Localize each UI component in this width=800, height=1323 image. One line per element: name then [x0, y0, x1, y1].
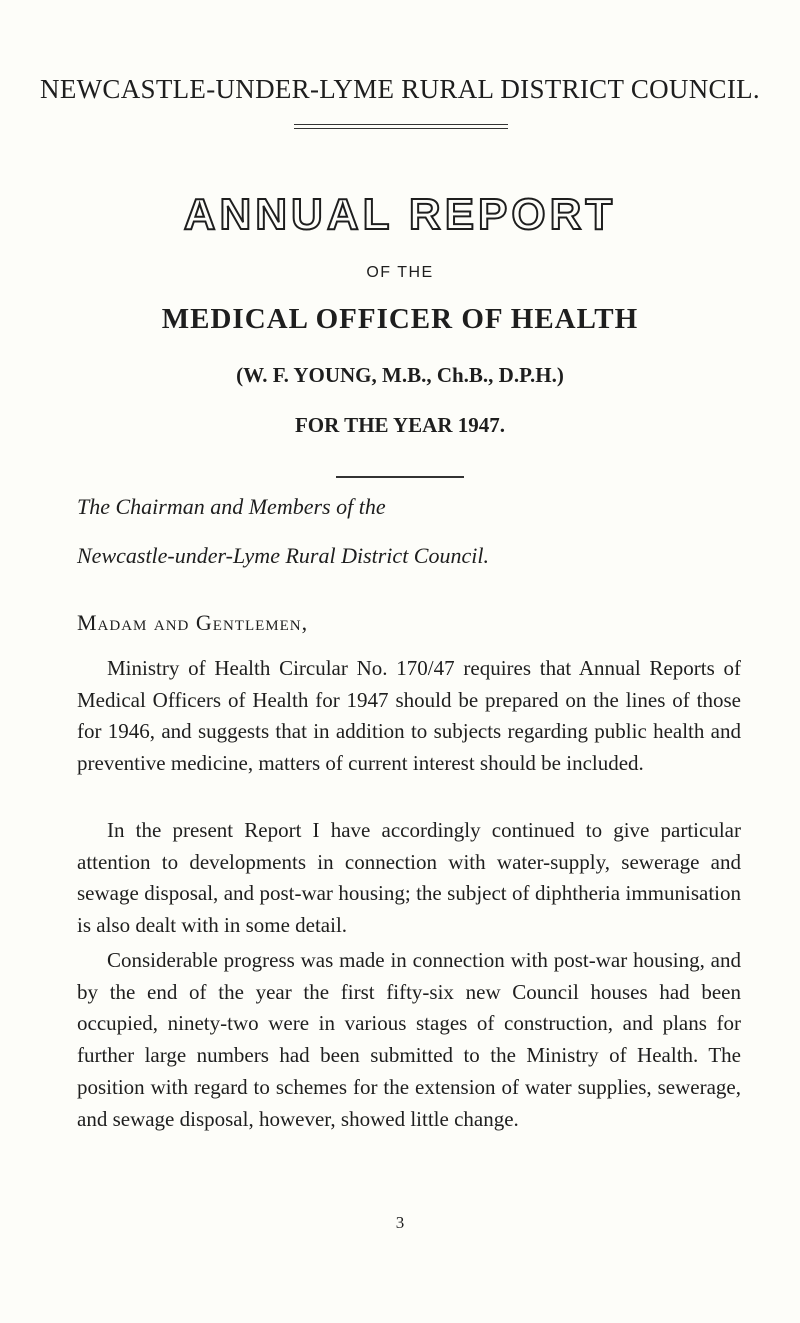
- officer-name: (W. F. YOUNG, M.B., Ch.B., D.P.H.): [236, 363, 564, 387]
- report-year: FOR THE YEAR 1947.: [294, 413, 506, 437]
- body-paragraph-2: In the present Report I have accordingly continued to give particular attention to developments in connection with water-supply, sewerage and sewage disposal, and post-war housing; the subject of diphtheria immunisation is also dealt with in some detail.: [77, 818, 741, 938]
- council-title: NEWCASTLE-UNDER-LYME RURAL DISTRICT COUNCIL.: [40, 74, 760, 104]
- title-divider: [294, 124, 508, 129]
- section-divider: [336, 476, 464, 478]
- report-title: ANNUAL REPORT: [183, 190, 617, 239]
- salutation: Madam and Gentlemen,: [77, 610, 309, 635]
- officer-title: MEDICAL OFFICER OF HEALTH: [161, 303, 639, 335]
- page-number: 3: [395, 1213, 405, 1232]
- address-line-2: Newcastle-under-Lyme Rural District Council.: [77, 543, 489, 568]
- body-paragraph-1: Ministry of Health Circular No. 170/47 requires that Annual Reports of Medical Officers of Health for 1947 should be prepared on the lines of those for 1946, and suggests that in addition to subjects regarding public health and preventive medicine, matters of current interest should be included.: [77, 656, 741, 776]
- body-paragraph-3: Considerable progress was made in connection with post-war housing, and by the end of the year the first fifty-six new Council houses had been occupied, ninety-two were in various stages of construction, and plans for further large numbers had been submitted to the Ministry of Health. The position with regard to schemes for the extension of water supplies, sewerage, and sewage disposal, however, showed little change.: [77, 948, 741, 1131]
- of-the-label: OF THE: [366, 264, 434, 281]
- address-line-1: The Chairman and Members of the: [77, 494, 386, 519]
